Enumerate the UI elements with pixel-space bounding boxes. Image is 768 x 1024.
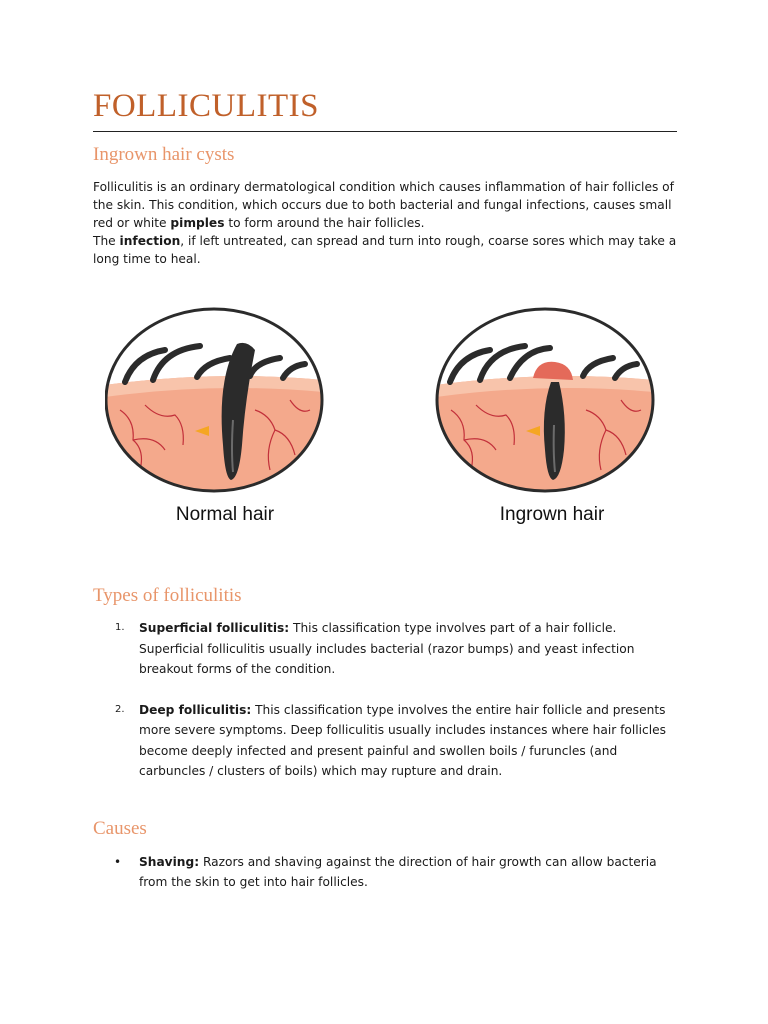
list-item: 2. Deep folliculitis: This classification type involves the entire hair follicle and presents more severe symptoms. Deep folliculitis usually includes instances where hair follicles become deeply infected and present painful and swollen boils / furuncles (and carbuncles / clusters of boils) which may rupture and drain. bbox=[93, 700, 683, 782]
causes-list bbox=[93, 852, 683, 892]
document-title: FOLLICULITIS bbox=[93, 88, 319, 124]
list-item: • Shaving: Razors and shaving against the direction of hair growth can allow bacteria from the skin to get into hair follicles. bbox=[93, 852, 683, 892]
caption-normal-hair: Normal hair bbox=[175, 504, 275, 525]
heading-causes: Causes bbox=[93, 818, 147, 839]
ingrown-hair-diagram bbox=[436, 309, 654, 525]
bullet-icon: • bbox=[114, 855, 122, 869]
list-item: 1. Superficial folliculitis: This classification type involves part of a hair follicle. Superficial folliculitis usually includes bacterial (razor bumps) and yeast infection breakout forms of the condition. bbox=[93, 618, 683, 680]
intro-paragraph-1: Folliculitis is an ordinary dermatological condition which causes inflammation of hair follicles of the skin. This condition, which occurs due to both bacterial and fungal infections, causes small red or white pimples to form around the hair follicles. bbox=[93, 180, 674, 230]
title-underline bbox=[93, 131, 677, 132]
caption-ingrown-hair: Ingrown hair bbox=[499, 504, 605, 525]
normal-hair-diagram bbox=[105, 309, 323, 525]
list-number: 1. bbox=[115, 622, 125, 633]
intro-paragraph-2: The infection, if left untreated, can spread and turn into rough, coarse sores which may take a long time to heal. bbox=[93, 234, 677, 266]
heading-types-of-folliculitis: Types of folliculitis bbox=[93, 585, 242, 606]
types-list bbox=[93, 618, 683, 802]
heading-ingrown-hair-cysts: Ingrown hair cysts bbox=[93, 144, 235, 165]
intro-text bbox=[93, 178, 683, 268]
list-number: 2. bbox=[115, 703, 125, 715]
hair-illustration bbox=[105, 300, 665, 535]
